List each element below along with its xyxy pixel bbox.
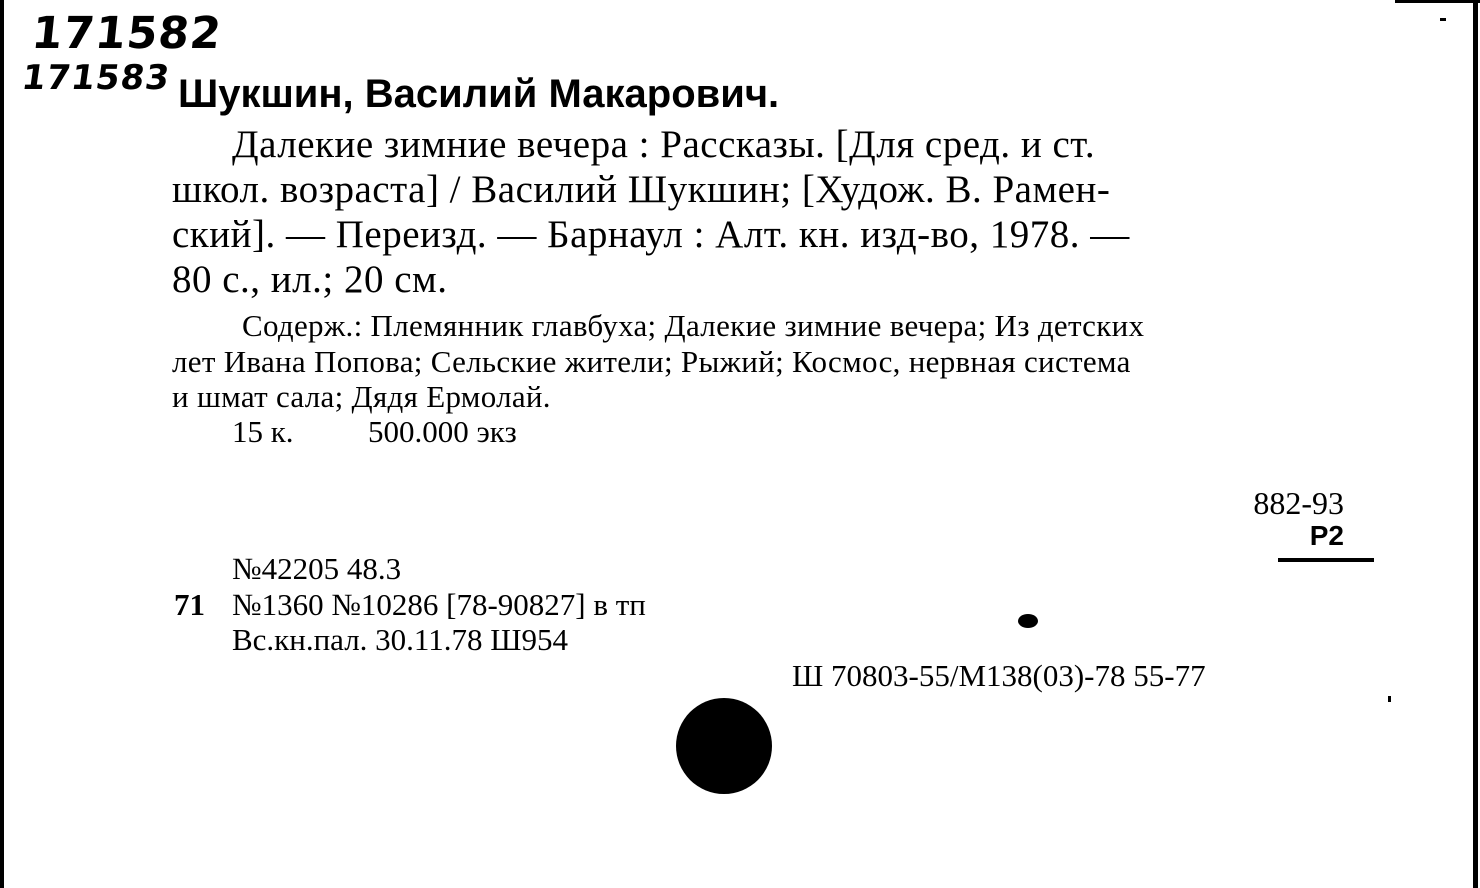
ink-speck xyxy=(1440,18,1446,21)
contents-line-2: лет Ивана Попова; Сельские жители; Рыжий; Космос, нервная система xyxy=(172,344,1131,379)
handwritten-number-1: 171582 xyxy=(29,8,225,59)
ink-speck xyxy=(1388,696,1391,702)
price: 15 к. xyxy=(232,414,294,449)
ink-blot xyxy=(1018,614,1038,628)
description-line-4: 80 с., ил.; 20 см. xyxy=(172,258,448,301)
card-top-right-edge xyxy=(1395,0,1480,3)
contents-line-1: Содерж.: Племянник главбуха; Далекие зимние вечера; Из детских xyxy=(242,308,1145,343)
contents-line-3: и шмат сала; Дядя Ермолай. xyxy=(172,379,551,414)
handwritten-number-2: 171583 xyxy=(19,58,173,98)
punch-hole xyxy=(676,698,772,794)
card-right-edge xyxy=(1473,0,1478,888)
classification-code: 882-93 xyxy=(1253,485,1344,521)
classification-mark: Р2 xyxy=(1309,520,1344,551)
author-heading: Шукшин, Василий Макарович. xyxy=(178,72,780,116)
tech-line-3: Вс.кн.пал. 30.11.78 Ш954 xyxy=(232,622,569,657)
classification-rule xyxy=(1278,558,1374,562)
tech-line-2-prefix: 71 xyxy=(174,587,205,622)
index-line: Ш 70803-55/М138(03)-78 55-77 xyxy=(792,658,1206,693)
description-line-3: ский]. — Переизд. — Барнаул : Алт. кн. изд-во, 1978. — xyxy=(172,213,1130,256)
tech-line-2: №1360 №10286 [78-90827] в тп xyxy=(232,587,646,622)
card-left-edge xyxy=(0,0,4,888)
print-run: 500.000 экз xyxy=(368,414,517,449)
tech-line-1: №42205 48.3 xyxy=(232,551,402,586)
description-line-1: Далекие зимние вечера : Рассказы. [Для сред. и ст. xyxy=(232,123,1096,166)
description-line-2: школ. возраста] / Василий Шукшин; [Худож. В. Рамен- xyxy=(172,168,1111,211)
